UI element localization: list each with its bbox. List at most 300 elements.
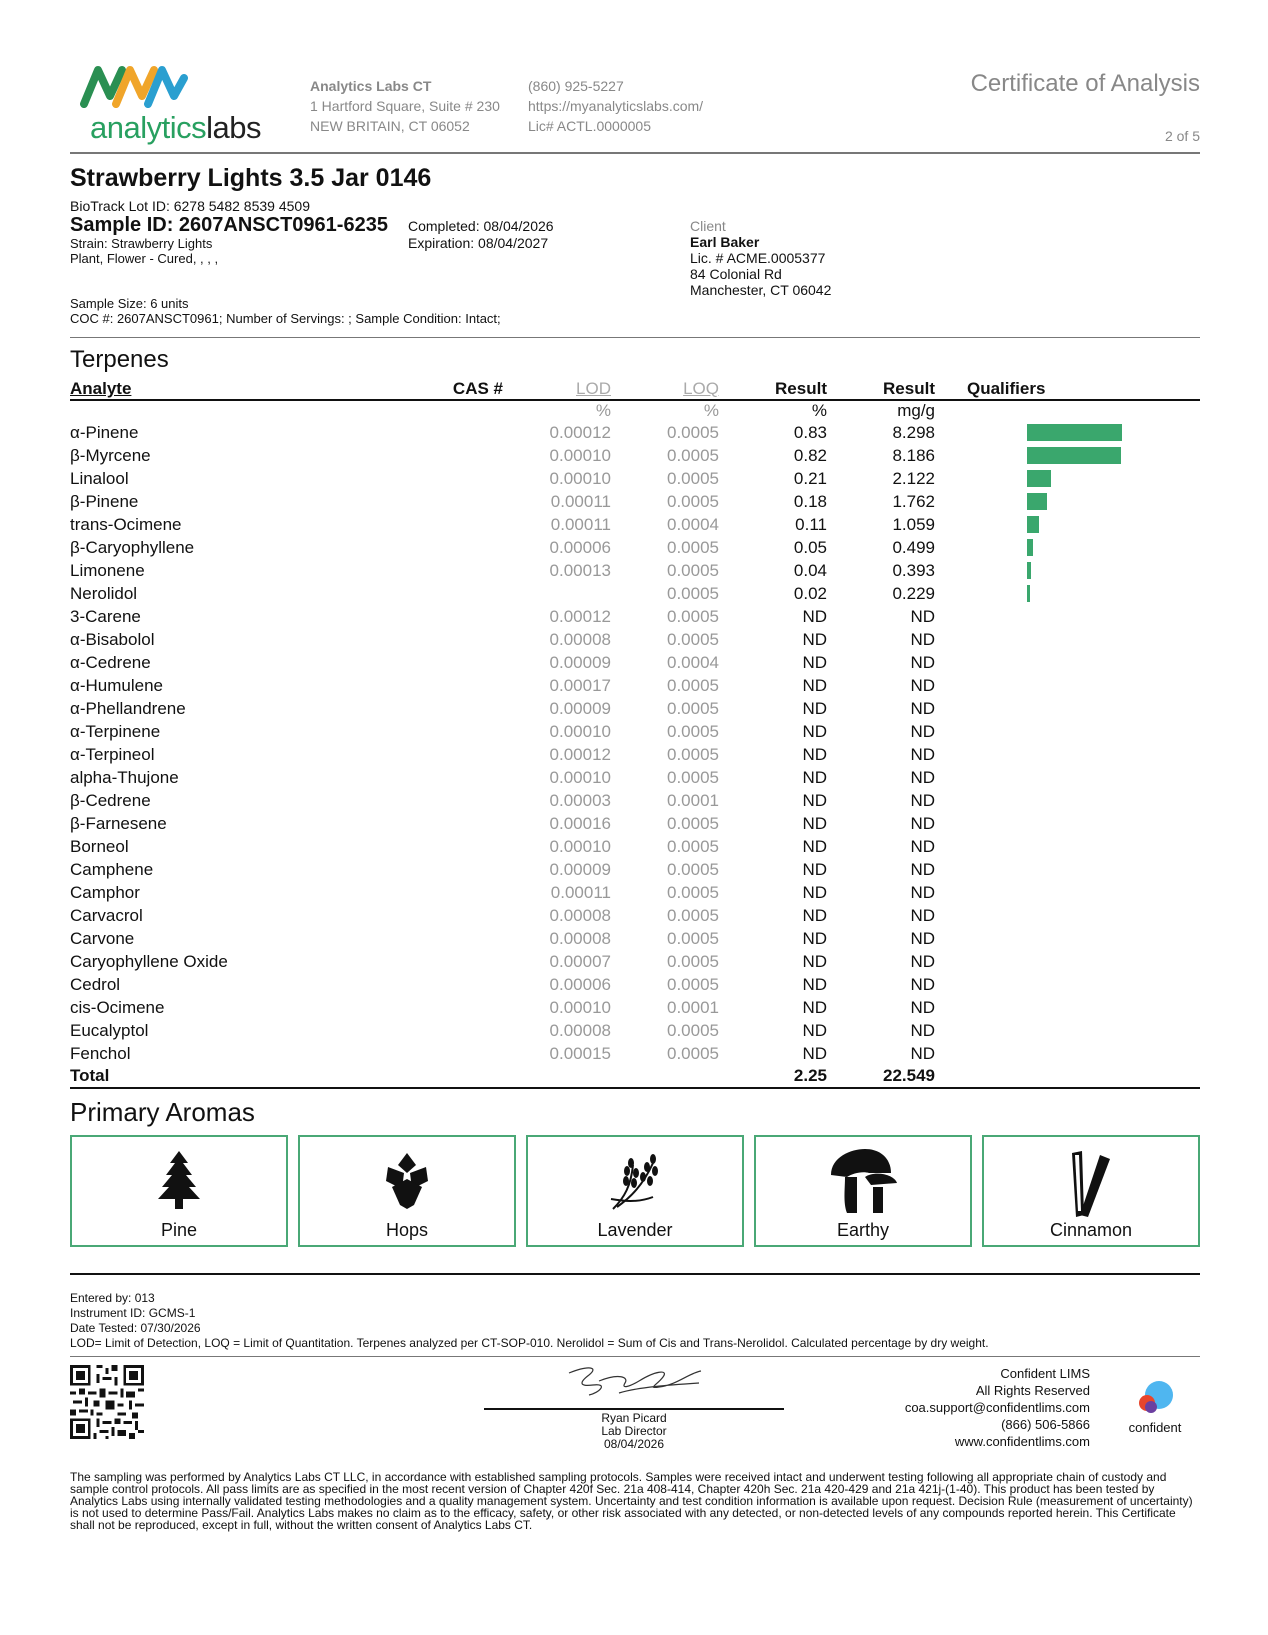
terpenes-body (70, 400, 1200, 1088)
result-mg: ND (910, 836, 935, 856)
qualifier-cell (935, 927, 1200, 950)
col-cas: CAS # (370, 378, 503, 400)
lod-value: 0.00012 (549, 422, 611, 442)
confident-logo-icon (1133, 1377, 1177, 1417)
result-mg: ND (910, 928, 935, 948)
qualifier-cell (935, 996, 1200, 1019)
analyte-name: β-Cedrene (70, 790, 151, 810)
result-pct: 0.02 (793, 583, 827, 603)
sample-size: Sample Size: 6 units (70, 296, 189, 311)
lod-value: 0.00008 (549, 1020, 611, 1040)
loq-value: 0.0005 (667, 1043, 719, 1063)
coc-info: COC #: 2607ANSCT0961; Number of Servings: ; Sample Condition: Intact; (70, 311, 501, 326)
document-title: Certificate of Analysis (970, 70, 1200, 97)
lod-value: 0.00009 (549, 698, 611, 718)
result-pct: ND (802, 859, 827, 879)
lims-phone: (866) 506-5866 (1001, 1417, 1090, 1432)
cas-number (370, 674, 503, 697)
qualifier-cell (935, 582, 1200, 605)
qualifier-cell (935, 467, 1200, 490)
qualifier-cell (935, 674, 1200, 697)
qualifier-cell (935, 1019, 1200, 1042)
result-mg: ND (910, 790, 935, 810)
result-mg: ND (910, 721, 935, 741)
loq-value: 0.0005 (667, 491, 719, 511)
client-info (690, 218, 831, 298)
result-pct: ND (802, 606, 827, 626)
lod-value: 0.00013 (549, 560, 611, 580)
analyte-name: Cedrol (70, 974, 121, 994)
aroma-label: Pine (160, 1220, 198, 1240)
analyte-name: Fenchol (70, 1043, 131, 1063)
qualifier-cell (935, 697, 1200, 720)
total-cas (370, 1065, 503, 1088)
loq-value: 0.0005 (667, 698, 719, 718)
loq-value: 0.0005 (667, 537, 719, 557)
analyte-name: Camphor (70, 882, 140, 902)
loq-value: 0.0001 (667, 790, 719, 810)
unit-lod: % (595, 401, 611, 420)
analyte-name: α-Bisabolol (70, 629, 155, 649)
analyte-name: α-Terpinene (70, 721, 161, 741)
loq-value: 0.0005 (667, 468, 719, 488)
result-pct: 0.83 (793, 422, 827, 442)
cas-number (370, 605, 503, 628)
qualifier-cell (935, 812, 1200, 835)
client-address-line1: 84 Colonial Rd (690, 266, 782, 282)
result-mg: ND (910, 767, 935, 787)
analyte-name: trans-Ocimene (70, 514, 182, 534)
table-row (70, 1042, 1200, 1065)
result-mg: 0.393 (892, 560, 935, 580)
logo-text-analytics: analytics (90, 110, 207, 145)
lod-value: 0.00010 (549, 836, 611, 856)
cas-number (370, 996, 503, 1019)
qualifier-cell (935, 743, 1200, 766)
table-row (70, 858, 1200, 881)
table-row (70, 766, 1200, 789)
total-mg: 22.549 (827, 1065, 935, 1088)
sample-info (70, 154, 1200, 338)
table-row (70, 812, 1200, 835)
lavender-icon (607, 1149, 663, 1211)
col-qualifiers: Qualifiers (935, 378, 1200, 400)
loq-value: 0.0005 (667, 629, 719, 649)
strain-info (70, 236, 218, 266)
result-pct: 0.11 (795, 514, 827, 534)
lod-value: 0.00010 (549, 997, 611, 1017)
total-lod (503, 1065, 611, 1088)
client-license: Lic. # ACME.0005377 (690, 250, 826, 266)
terpenes-table (70, 378, 1200, 1089)
loq-value: 0.0005 (667, 974, 719, 994)
analyte-name: β-Pinene (70, 491, 139, 511)
signature-image (559, 1363, 709, 1401)
col-lod: LOD (503, 378, 611, 400)
result-mg: ND (910, 698, 935, 718)
result-mg: ND (910, 629, 935, 649)
lod-value: 0.00008 (549, 905, 611, 925)
cas-number (370, 467, 503, 490)
disclaimer: The sampling was performed by Analytics Labs CT LLC, in accordance with established sampling protocols. Samples were received intact and underwent testing following all appropriate chain of custody and sample control protocols. All pass limits are as specified in the most recent version of Chapter 420f Sec. 21a 408-414, Chapter 420h Sec. 21a 420-429 and 21a 421j-(1-40). This product has been tested by Analytics Labs using internally validated testing methodologies and a quality management system. Uncertainty and test condition information is available upon request. Decision Rule (measurement of uncertainty) is not used to determine Pass/Fail. Analytics Labs makes no claim as to the efficacy, safety, or other risk associated with any detected, or non-detected levels of any compounds reported herein. This Certificate shall not be reproduced, except in full, without the written consent of Analytics Labs CT. (70, 1470, 1193, 1532)
cas-number (370, 697, 503, 720)
table-row (70, 674, 1200, 697)
cas-number (370, 490, 503, 513)
sign-date: 08/04/2026 (603, 1437, 665, 1451)
result-pct: ND (802, 652, 827, 672)
logo-mark-icon (80, 64, 190, 108)
lab-url[interactable]: https://myanalyticslabs.com/ (528, 98, 704, 114)
aromas-list (70, 1135, 1200, 1247)
result-mg: 1.059 (892, 514, 935, 534)
result-pct: ND (802, 905, 827, 925)
confident-logo-text: confident (1128, 1420, 1182, 1435)
aroma-label: Hops (385, 1220, 429, 1240)
result-bar (1027, 539, 1033, 556)
unit-result-pct: % (811, 401, 827, 420)
result-mg: ND (910, 744, 935, 764)
pine-tree-icon (154, 1149, 204, 1211)
cas-number (370, 904, 503, 927)
table-row (70, 950, 1200, 973)
result-mg: 8.186 (892, 445, 935, 465)
result-pct: 0.21 (793, 468, 827, 488)
result-pct: 0.05 (793, 537, 827, 557)
total-label: Total (70, 1065, 370, 1088)
lims-email[interactable]: coa.support@confidentlims.com (904, 1400, 1090, 1415)
result-pct: ND (802, 997, 827, 1017)
result-bar (1027, 424, 1122, 441)
result-pct: ND (802, 928, 827, 948)
signer-name: Ryan Picard (601, 1411, 667, 1425)
lims-name: Confident LIMS (1000, 1366, 1090, 1381)
result-pct: 0.04 (793, 560, 827, 580)
cas-number (370, 536, 503, 559)
result-mg: ND (910, 675, 935, 695)
strain: Strain: Strawberry Lights (70, 236, 213, 251)
analyte-name: Linalool (70, 468, 129, 488)
result-mg: ND (910, 974, 935, 994)
table-row (70, 743, 1200, 766)
analyte-name: α-Terpineol (70, 744, 155, 764)
qualifier-cell (935, 766, 1200, 789)
lod-value: 0.00015 (549, 1043, 611, 1063)
signature-row (70, 1357, 1200, 1455)
lims-website[interactable]: www.confidentlims.com (954, 1434, 1090, 1449)
qualifier-cell (935, 1042, 1200, 1065)
cas-number (370, 651, 503, 674)
lod-value: 0.00010 (549, 468, 611, 488)
lab-license: Lic# ACTL.0000005 (528, 118, 651, 134)
lod-value: 0.00016 (549, 813, 611, 833)
lab-phone: (860) 925-5227 (528, 78, 624, 94)
total-qualifier (935, 1065, 1200, 1088)
lod-value: 0.00012 (549, 744, 611, 764)
table-header-row (70, 378, 1200, 400)
result-pct: ND (802, 698, 827, 718)
analyte-name: α-Cedrene (70, 652, 151, 672)
col-loq: LOQ (611, 378, 719, 400)
aroma-card-earthy (754, 1135, 972, 1247)
terpenes-title: Terpenes (70, 346, 169, 373)
unit-loq: % (703, 401, 719, 420)
cinnamon-stick-icon (1068, 1149, 1114, 1219)
instrument-id: Instrument ID: GCMS-1 (70, 1306, 196, 1320)
qualifier-cell (935, 973, 1200, 996)
table-row (70, 720, 1200, 743)
loq-value: 0.0005 (667, 560, 719, 580)
result-mg: ND (910, 997, 935, 1017)
qualifier-cell (935, 950, 1200, 973)
sample-type: Plant, Flower - Cured, , , , (70, 251, 219, 266)
lod-value: 0.00008 (549, 629, 611, 649)
col-result-mg: Result (827, 378, 935, 400)
qualifier-cell (935, 835, 1200, 858)
table-row (70, 513, 1200, 536)
loq-value: 0.0005 (667, 928, 719, 948)
lod-value: 0.00010 (549, 721, 611, 741)
cas-number (370, 513, 503, 536)
result-pct: ND (802, 629, 827, 649)
result-pct: ND (802, 675, 827, 695)
aroma-card-lavender (526, 1135, 744, 1247)
qualifier-cell (935, 536, 1200, 559)
loq-value: 0.0004 (667, 514, 719, 534)
lod-value: 0.00009 (549, 652, 611, 672)
table-row (70, 973, 1200, 996)
cas-number (370, 950, 503, 973)
lod-value: 0.00008 (549, 928, 611, 948)
lod-value: 0.00010 (549, 767, 611, 787)
table-row (70, 996, 1200, 1019)
result-mg: ND (910, 606, 935, 626)
lab-logo (80, 64, 280, 152)
date-tested: Date Tested: 07/30/2026 (70, 1321, 201, 1335)
logo-wordmark (90, 110, 261, 146)
qualifier-cell (935, 421, 1200, 444)
method-note: LOD= Limit of Detection, LOQ = Limit of Quantitation. Terpenes analyzed per CT-SOP-010. Nerolidol = Sum of Cis and Trans-Nerolidol. Calculated percentage by dry weight. (70, 1336, 989, 1350)
qualifier-cell (935, 651, 1200, 674)
table-row (70, 904, 1200, 927)
lod-value: 0.00017 (549, 675, 611, 695)
lot-id: BioTrack Lot ID: 6278 5482 8539 4509 (70, 198, 310, 214)
analyte-name: α-Humulene (70, 675, 163, 695)
lims-rights: All Rights Reserved (975, 1383, 1090, 1398)
result-mg: ND (910, 1020, 935, 1040)
qualifier-cell (935, 605, 1200, 628)
result-bar (1027, 516, 1039, 533)
total-pct: 2.25 (719, 1065, 827, 1088)
analyte-name: alpha-Thujone (70, 767, 179, 787)
hops-icon (380, 1149, 434, 1211)
result-mg: ND (910, 813, 935, 833)
analyte-name: Limonene (70, 560, 145, 580)
table-row (70, 881, 1200, 904)
cas-number (370, 789, 503, 812)
total-loq (611, 1065, 719, 1088)
cas-number (370, 720, 503, 743)
result-pct: ND (802, 813, 827, 833)
qualifier-cell (935, 904, 1200, 927)
lab-address-line1: 1 Hartford Square, Suite # 230 (310, 98, 500, 114)
col-analyte: Analyte (70, 378, 370, 400)
loq-value: 0.0005 (667, 767, 719, 787)
table-row (70, 628, 1200, 651)
table-row (70, 444, 1200, 467)
qualifier-cell (935, 881, 1200, 904)
cas-number (370, 1042, 503, 1065)
client-label: Client (690, 218, 726, 234)
aroma-label: Earthy (836, 1220, 890, 1240)
result-mg: ND (910, 882, 935, 902)
qualifier-cell (935, 789, 1200, 812)
result-pct: ND (802, 1020, 827, 1040)
total-row (70, 1065, 1200, 1088)
cas-number (370, 766, 503, 789)
loq-value: 0.0005 (667, 606, 719, 626)
loq-value: 0.0005 (667, 813, 719, 833)
test-notes (70, 1273, 1200, 1357)
analyte-name: Borneol (70, 836, 129, 856)
loq-value: 0.0005 (667, 422, 719, 442)
aroma-label: Lavender (597, 1220, 673, 1240)
cas-number (370, 628, 503, 651)
confident-logo (1110, 1377, 1200, 1435)
sample-id: Sample ID: 2607ANSCT0961-6235 (70, 214, 388, 236)
analyte-name: β-Caryophyllene (70, 537, 195, 557)
lod-value: 0.00010 (549, 445, 611, 465)
loq-value: 0.0005 (667, 721, 719, 741)
cas-number (370, 1019, 503, 1042)
analyte-name: Carvacrol (70, 905, 143, 925)
completed-date: Completed: 08/04/2026 (408, 218, 554, 234)
table-row (70, 582, 1200, 605)
lab-contact (528, 76, 703, 136)
analyte-name: Caryophyllene Oxide (70, 951, 228, 971)
result-pct: ND (802, 1043, 827, 1063)
result-pct: 0.18 (793, 491, 827, 511)
lod-value: 0.00007 (549, 951, 611, 971)
page-number: 2 of 5 (1164, 128, 1200, 144)
result-mg: ND (910, 1043, 935, 1063)
cas-number (370, 444, 503, 467)
loq-value: 0.0001 (667, 997, 719, 1017)
result-pct: ND (802, 974, 827, 994)
qr-code-icon (70, 1365, 144, 1439)
result-pct: ND (802, 721, 827, 741)
client-name: Earl Baker (690, 234, 760, 250)
result-pct: ND (802, 951, 827, 971)
cas-number (370, 743, 503, 766)
logo-text-labs: labs (206, 110, 261, 145)
cas-number (370, 973, 503, 996)
result-pct: ND (802, 767, 827, 787)
cas-number (370, 582, 503, 605)
qualifier-cell (935, 513, 1200, 536)
table-row (70, 651, 1200, 674)
loq-value: 0.0005 (667, 675, 719, 695)
cas-number (370, 559, 503, 582)
result-mg: ND (910, 859, 935, 879)
client-address-line2: Manchester, CT 06042 (690, 282, 832, 298)
loq-value: 0.0005 (667, 744, 719, 764)
analyte-name: Nerolidol (70, 583, 138, 603)
lab-address (310, 76, 500, 136)
result-mg: ND (910, 652, 935, 672)
aroma-card-hops (298, 1135, 516, 1247)
table-row (70, 421, 1200, 444)
lims-info (905, 1365, 1090, 1450)
lab-address-line2: NEW BRITAIN, CT 06052 (310, 118, 470, 134)
loq-value: 0.0005 (667, 836, 719, 856)
analyte-name: α-Phellandrene (70, 698, 186, 718)
mushroom-icon (827, 1149, 899, 1215)
result-bar (1027, 562, 1031, 579)
unit-result-mg: mg/g (897, 401, 935, 420)
result-mg: 1.762 (892, 491, 935, 511)
sample-size-info (70, 296, 501, 326)
loq-value: 0.0005 (667, 1020, 719, 1040)
lod-value (503, 582, 611, 605)
table-row (70, 927, 1200, 950)
result-pct: ND (802, 790, 827, 810)
analyte-name: Camphene (70, 859, 154, 879)
loq-value: 0.0005 (667, 882, 719, 902)
result-mg: ND (910, 951, 935, 971)
result-mg: 0.229 (892, 583, 935, 603)
table-row (70, 536, 1200, 559)
result-pct: ND (802, 836, 827, 856)
coa-page (70, 62, 1200, 1531)
loq-value: 0.0005 (667, 583, 719, 603)
lod-value: 0.00006 (549, 974, 611, 994)
table-row (70, 605, 1200, 628)
lab-name: Analytics Labs CT (310, 78, 432, 94)
analyte-name: 3-Carene (70, 606, 141, 626)
result-mg: ND (910, 905, 935, 925)
signer-title: Lab Director (601, 1424, 667, 1438)
result-mg: 2.122 (892, 468, 935, 488)
lod-value: 0.00009 (549, 859, 611, 879)
table-row (70, 490, 1200, 513)
result-mg: 8.298 (892, 422, 935, 442)
lod-value: 0.00011 (550, 491, 611, 511)
units-row (70, 400, 1200, 421)
product-name: Strawberry Lights 3.5 Jar 0146 (70, 164, 432, 192)
qualifier-cell (935, 628, 1200, 651)
analyte-name: β-Farnesene (70, 813, 167, 833)
loq-value: 0.0004 (667, 652, 719, 672)
loq-value: 0.0005 (667, 905, 719, 925)
col-result-pct: Result (719, 378, 827, 400)
lod-value: 0.00006 (549, 537, 611, 557)
table-row (70, 697, 1200, 720)
cas-number (370, 927, 503, 950)
qualifier-cell (935, 490, 1200, 513)
aroma-card-pine (70, 1135, 288, 1247)
analyte-name: Eucalyptol (70, 1020, 149, 1040)
analyte-name: α-Pinene (70, 422, 139, 442)
table-row (70, 559, 1200, 582)
loq-value: 0.0005 (667, 445, 719, 465)
loq-value: 0.0005 (667, 951, 719, 971)
analyte-name: β-Myrcene (70, 445, 151, 465)
expiration-date: Expiration: 08/04/2027 (408, 235, 549, 251)
result-pct: ND (802, 744, 827, 764)
cas-number (370, 858, 503, 881)
qualifier-cell (935, 444, 1200, 467)
result-bar (1027, 447, 1121, 464)
